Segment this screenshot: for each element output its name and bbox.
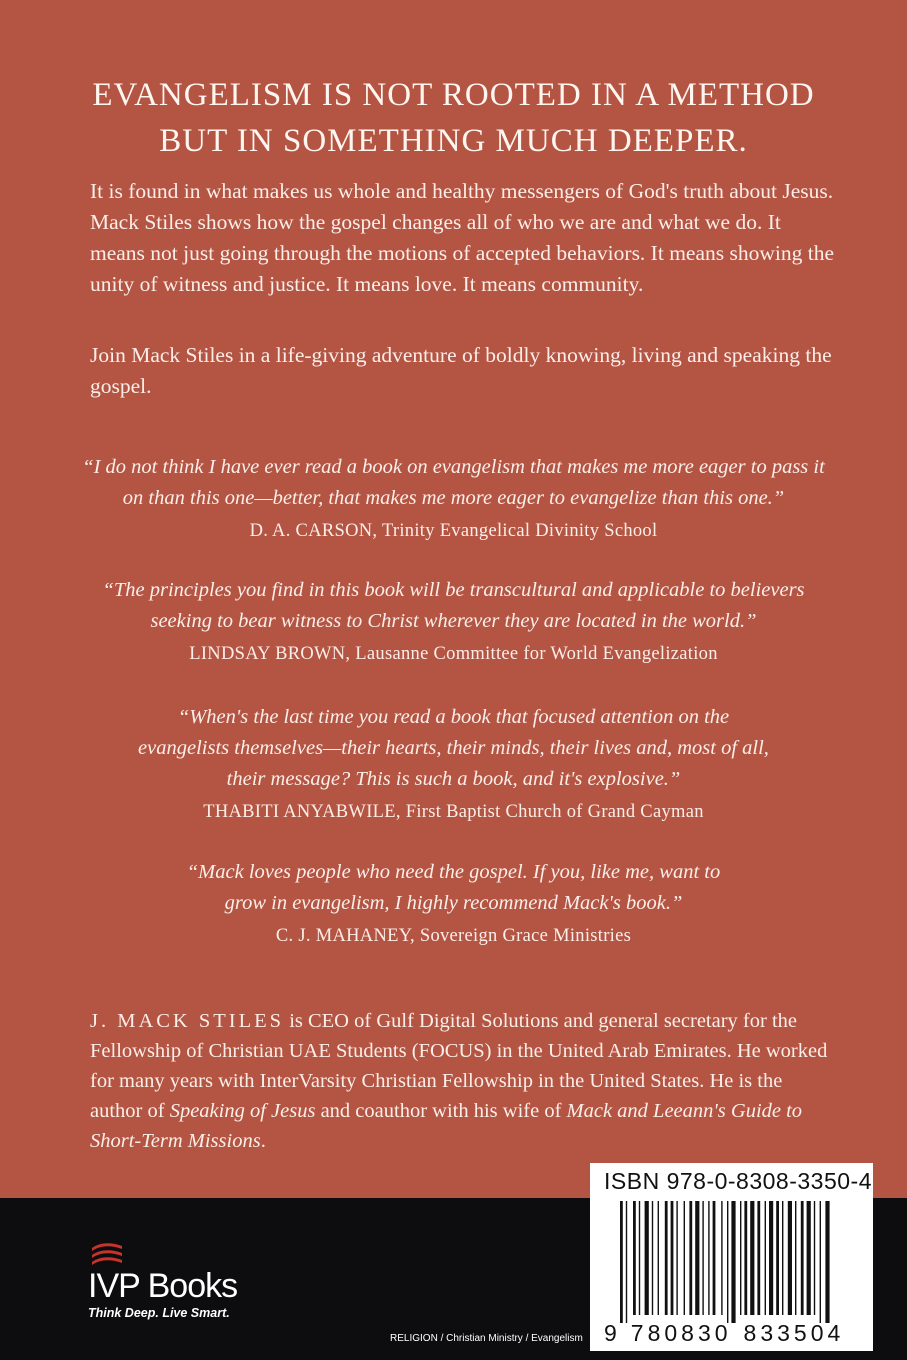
headline-line-2: BUT IN SOMETHING MUCH DEEPER. xyxy=(159,123,748,159)
barcode-bar xyxy=(721,1201,722,1315)
publisher-name: IVP Books xyxy=(88,1267,238,1305)
endorsement-attribution xyxy=(0,640,907,668)
barcode-bar xyxy=(769,1201,773,1315)
endorsement-attribution xyxy=(0,798,907,826)
endorsement-quote xyxy=(0,857,907,919)
barcode-bar xyxy=(658,1201,659,1315)
endorsement-2 xyxy=(0,575,907,668)
barcode-bar xyxy=(633,1201,636,1315)
barcode-digits-right: 833504 xyxy=(743,1320,845,1346)
author-name: J. MACK STILES xyxy=(90,1010,285,1032)
endorser-name: C. J. MAHANEY, xyxy=(275,926,415,946)
barcode-bar xyxy=(665,1201,668,1315)
barcode-bar xyxy=(825,1201,829,1323)
endorsement-attribution xyxy=(0,922,907,950)
barcode-bar xyxy=(626,1201,627,1323)
barcode-bar xyxy=(727,1201,728,1323)
barcode-digits-left: 780830 xyxy=(630,1320,732,1346)
barcode-bar xyxy=(713,1201,716,1315)
barcode-bar xyxy=(695,1201,699,1315)
endorser-affiliation: Trinity Evangelical Divinity School xyxy=(381,521,658,541)
headline-line-1: EVANGELISM IS NOT ROOTED IN A METHOD xyxy=(92,77,815,113)
description-paragraph-1: It is found in what makes us whole and healthy messengers of God's truth about Jesus. Mack Stiles shows how the gospel changes all of who we are and what we do. It means not just going through the motions of accepted behaviors. It means showing the unity of witness and justice. It means love. It means community. xyxy=(90,179,834,296)
barcode-bar xyxy=(750,1201,754,1315)
barcode-bar xyxy=(820,1201,821,1323)
quote-line: on than this one—better, that makes me more eager to evangelize than this one.” xyxy=(122,487,785,509)
barcode-bar xyxy=(782,1201,783,1315)
barcode-digit-first: 9 xyxy=(604,1320,617,1346)
headline xyxy=(0,72,907,164)
book-title: Mack and Leeann's Guide to Short-Term Missions xyxy=(90,1100,803,1152)
barcode-bar xyxy=(776,1201,779,1315)
barcode-bar xyxy=(807,1201,811,1315)
barcode-bar xyxy=(702,1201,703,1315)
isbn-label: ISBN 978-0-8308-3350-4 xyxy=(604,1168,872,1194)
endorser-affiliation: Lausanne Committee for World Evangelization xyxy=(355,644,718,664)
barcode-bar xyxy=(645,1201,649,1315)
publisher-tagline: Think Deep. Live Smart. xyxy=(88,1306,230,1320)
book-title: Speaking of Jesus xyxy=(169,1100,316,1122)
bio-text: is CEO of Gulf Digital Solutions and general secretary for the Fellowship of Christian UAE Students (FOCUS) in the United Arab Emirates. He worked for many years with InterVarsity Christian Fellowship in the United States. He is the author of xyxy=(90,1010,828,1122)
barcode-digits xyxy=(604,1320,844,1347)
barcode-bar xyxy=(731,1201,735,1323)
barcode-bar xyxy=(757,1201,760,1315)
endorser-name: D. A. CARSON, xyxy=(249,521,378,541)
endorser-affiliation: Sovereign Grace Ministries xyxy=(419,926,632,946)
barcode-bar xyxy=(801,1201,804,1315)
endorser-affiliation: First Baptist Church of Grand Cayman xyxy=(405,802,704,822)
endorsement-3 xyxy=(0,702,907,826)
barcode-bar xyxy=(620,1201,623,1323)
barcode-bar xyxy=(795,1201,796,1315)
barcode-bar xyxy=(684,1201,685,1315)
quote-line: “The principles you find in this book will be transcultural and applicable to believers xyxy=(102,579,805,601)
barcode-bar xyxy=(744,1201,747,1315)
author-bio xyxy=(90,1006,835,1156)
barcode-bar xyxy=(708,1201,709,1315)
quote-line: evangelists themselves—their hearts, their minds, their lives and, most of all, xyxy=(138,737,769,759)
barcode-bar xyxy=(689,1201,692,1315)
quote-line: “Mack loves people who need the gospel. If you, like me, want to xyxy=(186,861,721,883)
barcode-bar xyxy=(652,1201,653,1315)
endorser-name: LINDSAY BROWN, xyxy=(189,644,351,664)
endorsement-attribution xyxy=(0,517,907,545)
barcode-bar xyxy=(671,1201,674,1315)
barcode-bar xyxy=(788,1201,792,1315)
endorsement-quote xyxy=(0,702,907,795)
barcode-bar xyxy=(814,1201,815,1315)
barcode-bar xyxy=(676,1201,677,1315)
endorsement-1 xyxy=(0,452,907,545)
endorsement-quote xyxy=(0,452,907,514)
bio-text: and coauthor with his wife of xyxy=(315,1100,567,1122)
quote-line: “I do not think I have ever read a book on evangelism that makes me more eager to pass it xyxy=(82,456,825,478)
quote-line: “When's the last time you read a book that focused attention on the xyxy=(177,706,730,728)
description-paragraph-2: Join Mack Stiles in a life-giving adventure of boldly knowing, living and speaking the gospel. xyxy=(90,343,832,398)
barcode-bar xyxy=(765,1201,766,1315)
flame-ribbons-icon xyxy=(90,1240,124,1266)
endorsement-4 xyxy=(0,857,907,950)
barcode-bar xyxy=(639,1201,640,1315)
quote-line: their message? This is such a book, and it's explosive.” xyxy=(226,768,681,790)
bio-text: . xyxy=(260,1130,266,1152)
barcode-bar xyxy=(740,1201,741,1315)
publisher-logo xyxy=(88,1240,237,1320)
isbn-barcode xyxy=(590,1163,873,1351)
endorser-name: THABITI ANYABWILE, xyxy=(203,802,401,822)
endorsement-quote xyxy=(0,575,907,637)
bisac-category: RELIGION / Christian Ministry / Evangelism xyxy=(390,1333,583,1344)
quote-line: seeking to bear witness to Christ wherever they are located in the world.” xyxy=(150,610,757,632)
quote-line: grow in evangelism, I highly recommend Mack's book.” xyxy=(224,892,683,914)
